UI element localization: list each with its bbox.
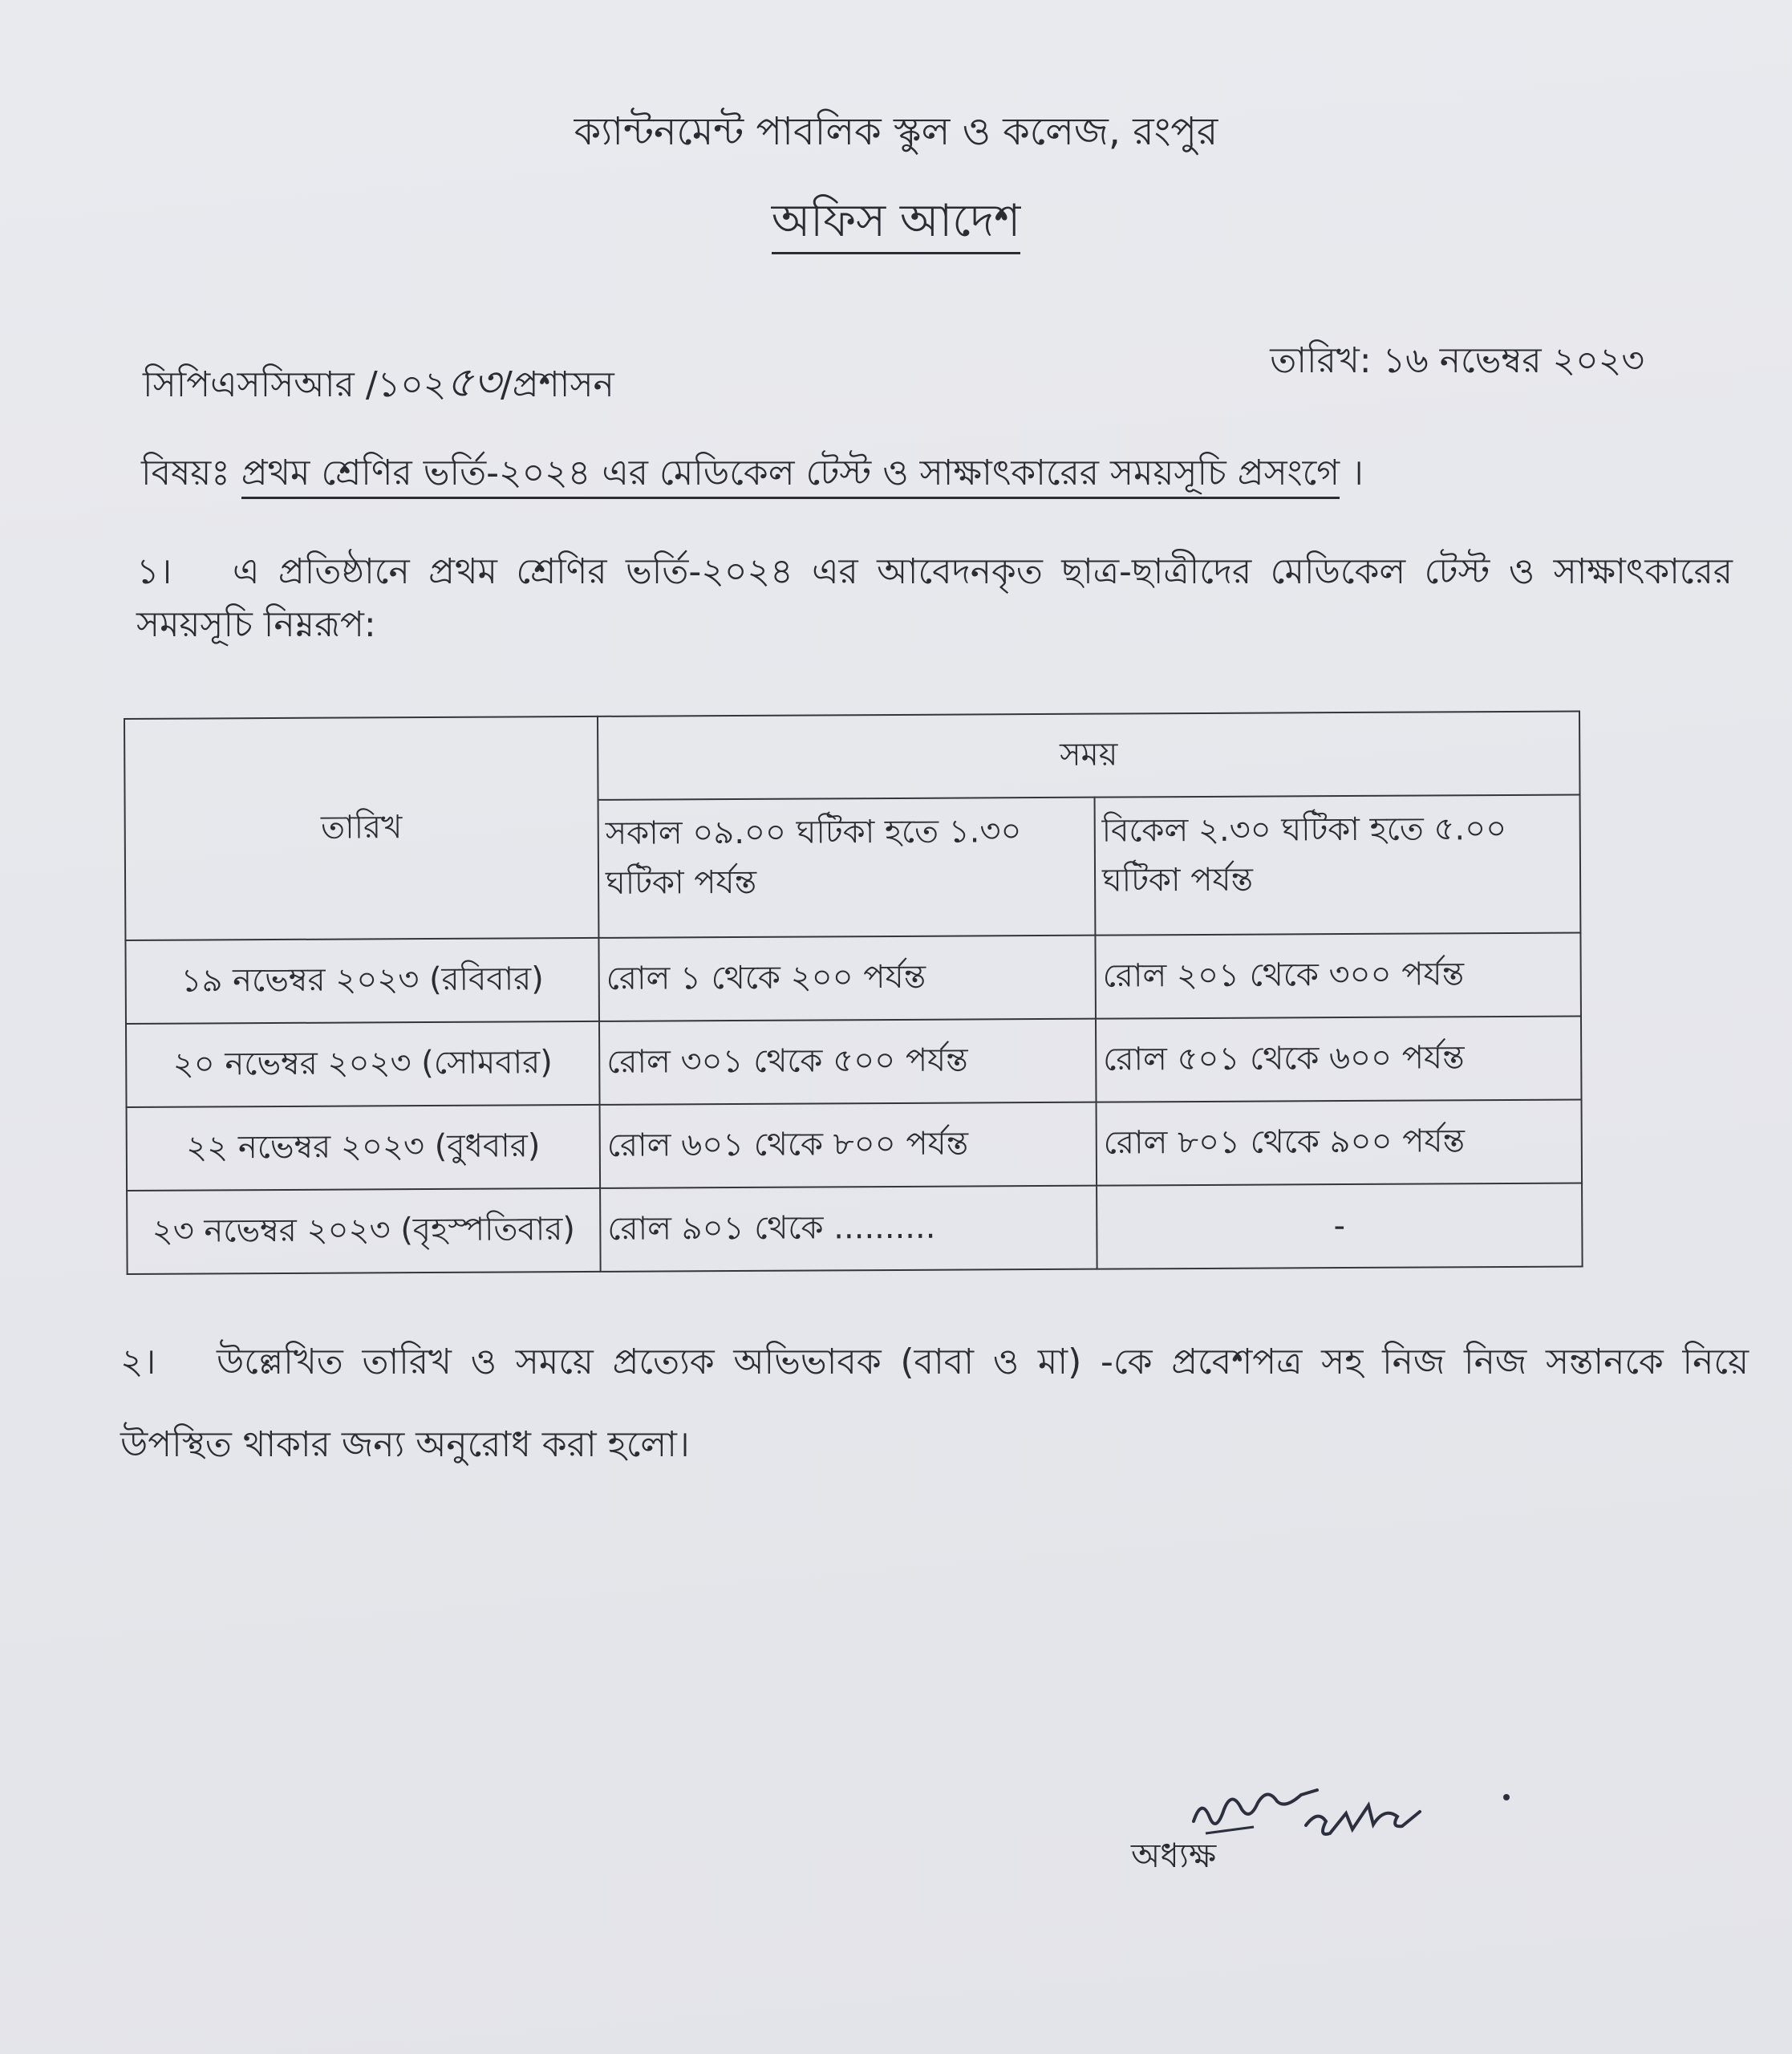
memo-suffix: /প্রশাসন xyxy=(500,364,614,405)
paragraph-1-number: ১। xyxy=(136,551,172,592)
header-date: তারিখ xyxy=(124,716,598,940)
institution-name: ক্যান্টনমেন্ট পাবলিক স্কুল ও কলেজ, রংপুর xyxy=(574,109,1218,154)
row-date: ২০ নভেম্বর ২০২৩ (সোমবার) xyxy=(126,1021,600,1107)
paragraph-1-text: এ প্রতিষ্ঠানে প্রথম শ্রেণির ভর্তি-২০২৪ এর আবেদনকৃত ছাত্র-ছাত্রীদের মেডিকেল টেস্ট ও সাক্ষাৎকারের সময়সূচি নিম্নরূপ: xyxy=(136,551,1733,645)
table-row xyxy=(127,1099,1583,1190)
paragraph-2 xyxy=(120,1321,1749,1487)
table-row xyxy=(127,1183,1583,1273)
table-header-row xyxy=(124,711,1580,802)
document-title-text: অফিস আদেশ xyxy=(772,195,1021,254)
header-time: সময় xyxy=(598,711,1580,799)
row-afternoon-rolls: রোল ৫০১ থেকে ৬০০ পর্যন্ত xyxy=(1096,1016,1582,1102)
table-row xyxy=(126,1016,1582,1106)
row-morning-rolls: রোল ১ থেকে ২০০ পর্যন্ত xyxy=(598,936,1095,1021)
paragraph-2-text: উল্লেখিত তারিখ ও সময়ে প্রত্যেক অভিভাবক (বাবা ও মা) -কে প্রবেশপত্র সহ নিজ নিজ সন্তানকে নিয়ে উপস্থিত থাকার জন্য অনুরোধ করা হলো। xyxy=(120,1342,1749,1466)
signatory-title: অধ্যক্ষ xyxy=(1131,1836,1217,1875)
header-morning-slot: সকাল ০৯.০০ ঘটিকা হতে ১.৩০ ঘটিকা পর্যন্ত xyxy=(598,798,1096,938)
subject-end: । xyxy=(1351,453,1364,493)
row-date: ২২ নভেম্বর ২০২৩ (বুধবার) xyxy=(127,1105,601,1191)
date-label: তারিখ: xyxy=(1270,340,1372,381)
row-date: ১৯ নভেম্বর ২০২৩ (রবিবার) xyxy=(125,938,599,1024)
subject-text: প্রথম শ্রেণির ভর্তি-২০২৪ এর মেডিকেল টেস্ট ও সাক্ষাৎকারের সময়সূচি প্রসংগে xyxy=(241,453,1340,499)
date-value: ১৬ নভেম্বর ২০২৩ xyxy=(1382,340,1644,381)
subject-line xyxy=(141,446,1364,505)
memo-prefix: সিপিএসসিআর /১০২ xyxy=(143,364,447,405)
schedule-table xyxy=(124,710,1583,1274)
memo-handwritten-number: ৫৩ xyxy=(446,359,501,407)
document-title xyxy=(0,186,1792,262)
memo-number xyxy=(143,350,614,420)
row-date: ২৩ নভেম্বর ২০২৩ (বৃহস্পতিবার) xyxy=(127,1188,601,1274)
header-afternoon-slot: বিকেল ২.৩০ ঘটিকা হতে ৫.০০ ঘটিকা পর্যন্ত xyxy=(1094,794,1580,935)
row-morning-rolls: রোল ৩০১ থেকে ৫০০ পর্যন্ত xyxy=(599,1019,1096,1105)
row-morning-rolls: রোল ৬০১ থেকে ৮০০ পর্যন্ত xyxy=(600,1102,1097,1188)
paragraph-2-number: ২। xyxy=(120,1342,156,1382)
row-morning-rolls: রোল ৯০১ থেকে .......... xyxy=(600,1186,1097,1272)
row-afternoon-rolls: রোল ২০১ থেকে ৩০০ পর্যন্ত xyxy=(1095,932,1581,1018)
paragraph-1 xyxy=(136,546,1733,652)
row-afternoon-rolls: - xyxy=(1097,1183,1583,1269)
table-row xyxy=(125,932,1581,1023)
issue-date xyxy=(1270,334,1644,392)
row-afternoon-rolls: রোল ৮০১ থেকে ৯০০ পর্যন্ত xyxy=(1096,1099,1582,1185)
subject-label: বিষয়ঃ xyxy=(141,453,230,493)
